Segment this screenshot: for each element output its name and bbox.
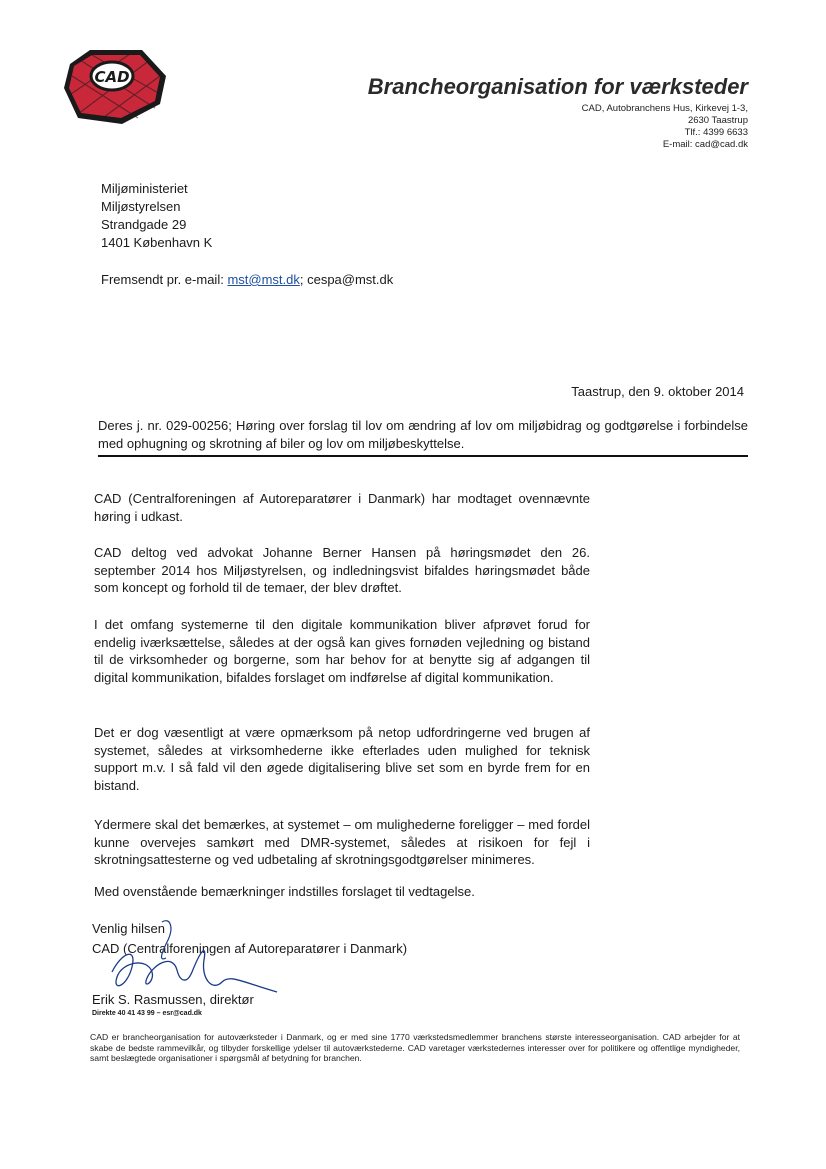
subject-line: Deres j. nr. 029-00256; Høring over forslag til lov om ændring af lov om miljøbidrag og godtgørelse i forbindelse med ophugning og skrotning af biler og lov om miljøbeskyttelse. — [98, 418, 748, 451]
subject-divider — [98, 455, 748, 457]
greeting: Venlig hilsen — [92, 921, 165, 936]
paragraph-1: CAD (Centralforeningen af Autoreparatører i Danmark) har modtaget ovennævnte høring i udkast. — [94, 491, 590, 524]
email-link[interactable]: mst@mst.dk — [227, 272, 300, 287]
recipient-line-2: Miljøstyrelsen — [101, 199, 181, 214]
closing-line: Med ovenstående bemærkninger indstilles forslaget til vedtagelse. — [94, 884, 475, 899]
paragraph-4: Det er dog væsentligt at være opmærksom på netop udfordringerne ved brugen af systemet, således at virksomhederne ikke efterlades uden mulighed for teknisk support m.v. I så fald vil den øgede digitalisering blive set som en byrde frem for en bistand. — [94, 725, 590, 793]
letter-date: Taastrup, den 9. oktober 2014 — [571, 384, 744, 399]
sent-by-suffix: ; cespa@mst.dk — [299, 272, 394, 287]
recipient-line-3: Strandgade 29 — [101, 217, 187, 232]
org-title: Brancheorganisation for værksteder — [367, 74, 748, 99]
recipient-line-1: Miljøministeriet — [101, 181, 188, 196]
footer-text: CAD er brancheorganisation for autoværksteder i Danmark, og er med sine 1770 værkstedsmedlemmer branchens største interesseorganisation. CAD arbejder for at skabe de bedste rammevilkår, og tilbyder forskellige ydelser til autoværkstederne. CAD varetager værkstedernes interesser over for politikere og offentlige myndigheder, samt beslægtede organisationer i spørgsmål af betydning for branchen. — [90, 1032, 740, 1063]
cad-logo — [60, 46, 170, 126]
sent-by-prefix: Fremsendt pr. e-mail: — [101, 272, 228, 287]
address-email: E-mail: cad@cad.dk — [662, 139, 748, 150]
paragraph-2: CAD deltog ved advokat Johanne Berner Hansen på høringsmødet den 26. september 2014 hos Miljøstyrelsen, og indledningsvist bifaldes høringsmødet både som koncept og forhold til de temaer, der blev drøftet. — [94, 545, 590, 595]
signoff-org: CAD (Centralforeningen af Autoreparatører i Danmark) — [92, 941, 408, 956]
paragraph-3: I det omfang systemerne til den digitale kommunikation bliver afprøvet forud for endelig iværksættelse, således at der også kan gives fornøden vejledning og bistand til de virksomheder og borgerne, som har behov for at benytte sig af adgangen til digital kommunikation, bifaldes forslaget om indførelse af digital kommunikation. — [94, 617, 590, 685]
address-line-2: 2630 Taastrup — [687, 115, 748, 126]
signer-name: Erik S. Rasmussen, direktør — [92, 992, 254, 1007]
paragraph-5: Ydermere skal det bemærkes, at systemet – om mulighederne foreligger – med fordel kunne overvejes samkørt med DMR-systemet, således at risikoen for fejl i skrotningsattesterne og ved udbetaling af skrotningsgodtgørelser minimeres. — [94, 817, 590, 867]
address-line-1: CAD, Autobranchens Hus, Kirkevej 1-3, — [581, 103, 748, 114]
address-phone: Tlf.: 4399 6633 — [684, 127, 748, 138]
logo-text: CAD — [94, 68, 130, 86]
recipient-line-4: 1401 København K — [101, 235, 213, 250]
sent-by-line — [101, 272, 393, 287]
signer-direct-contact: Direkte 40 41 43 99 – esr@cad.dk — [92, 1010, 202, 1017]
